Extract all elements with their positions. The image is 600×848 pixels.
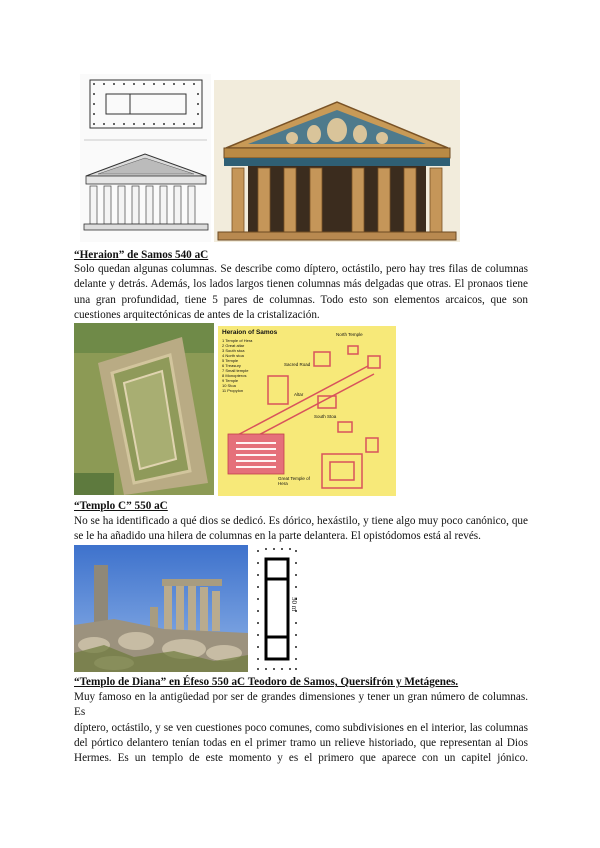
map-label: North Temple	[336, 332, 363, 337]
temple-c-aerial-photo	[74, 323, 214, 495]
text-line: del pórtico delantero tenían todas en el primer tramo un relieve historiado, que representan al Dios	[74, 736, 528, 749]
text-line: Solo quedan algunas columnas. Se describe como díptero, octástilo, pero hay tres filas de columnas	[74, 263, 528, 275]
text-line: cuestiones arquitectónicas de antes de la cristalización.	[74, 308, 320, 321]
temple-reconstruction	[214, 80, 460, 242]
map-legend-item: 11 Propylon	[222, 388, 244, 393]
text-line: Hermes. Es un templo de este momento y es el primero que aparece con un capitel jónico.	[74, 752, 528, 765]
text-line: Muy famoso en la antigüedad por ser de grandes dimensiones y tener un gran número de columnas. Es	[74, 691, 528, 719]
map-legend-item: 10 Stoa	[222, 383, 236, 388]
section-text-templo-c	[74, 514, 528, 545]
text-line: se le ha añadido una hilera de columnas en la parte delantera. El opistódomos está al revés.	[74, 530, 481, 543]
heraion-reconstruction-figure	[214, 80, 460, 242]
map-legend-item: 9 Temple	[222, 378, 239, 383]
plan-drawing	[254, 545, 312, 672]
map-legend-item: 7 Small temple	[222, 368, 249, 373]
section-heading-templo-c: “Templo C” 550 aC	[74, 500, 168, 512]
text-line: No se ha identificado a qué dios se dedicó. Es dórico, hexástilo, y tiene algo muy poco canónico, que	[74, 515, 528, 527]
map-label: Sacred Road	[284, 362, 311, 367]
map-label: Great Temple of Hera	[278, 476, 310, 486]
temple-c-plan	[254, 545, 312, 672]
text-line: una gran profundidad, tiene 5 pares de columnas. Todo esto son elementos arcaicos, que son	[74, 293, 528, 306]
map-drawing	[218, 326, 396, 496]
map-legend-item: 8 Monopteros	[222, 373, 247, 378]
map-label: Altar	[294, 392, 304, 397]
heraion-drawing	[80, 74, 211, 242]
section-heading-heraion: “Heraion” de Samos 540 aC	[74, 249, 209, 261]
section-text-diana	[74, 690, 528, 766]
temple-ruins-photo	[74, 545, 248, 672]
text-line: delante y detrás. Además, los lados largos tienen columnas más delgadas que otras. El pronaos tiene	[74, 278, 528, 291]
plan-scale-label: 50 m	[290, 597, 298, 612]
ruins-photo-drawing	[74, 545, 248, 672]
map-legend-item: 4 North stoa	[222, 353, 244, 358]
text-line: díptero, octástilo, y se ven cuestiones poco comunes, como subdivisiones en el interior, las columnas	[74, 721, 528, 734]
map-legend-item: 1 Temple of Hera	[222, 338, 253, 343]
heraion-site-map	[218, 326, 396, 496]
heraion-plan-elevation-figure	[80, 74, 211, 242]
map-title: Heraion of Samos	[222, 329, 278, 336]
section-heading-diana: “Templo de Diana” en Éfeso 550 aC Teodoro de Samos, Quersifrón y Metágenes.	[74, 676, 459, 688]
map-label: South Stoa	[314, 414, 337, 419]
map-legend-item: 2 Great altar	[222, 343, 245, 348]
aerial-photo-drawing	[74, 323, 214, 495]
map-legend-item: 3 South stoa	[222, 348, 245, 353]
map-legend-item: 5 Temple	[222, 358, 239, 363]
map-legend-item: 6 Treasury	[222, 363, 241, 368]
section-text-heraion	[74, 262, 528, 323]
